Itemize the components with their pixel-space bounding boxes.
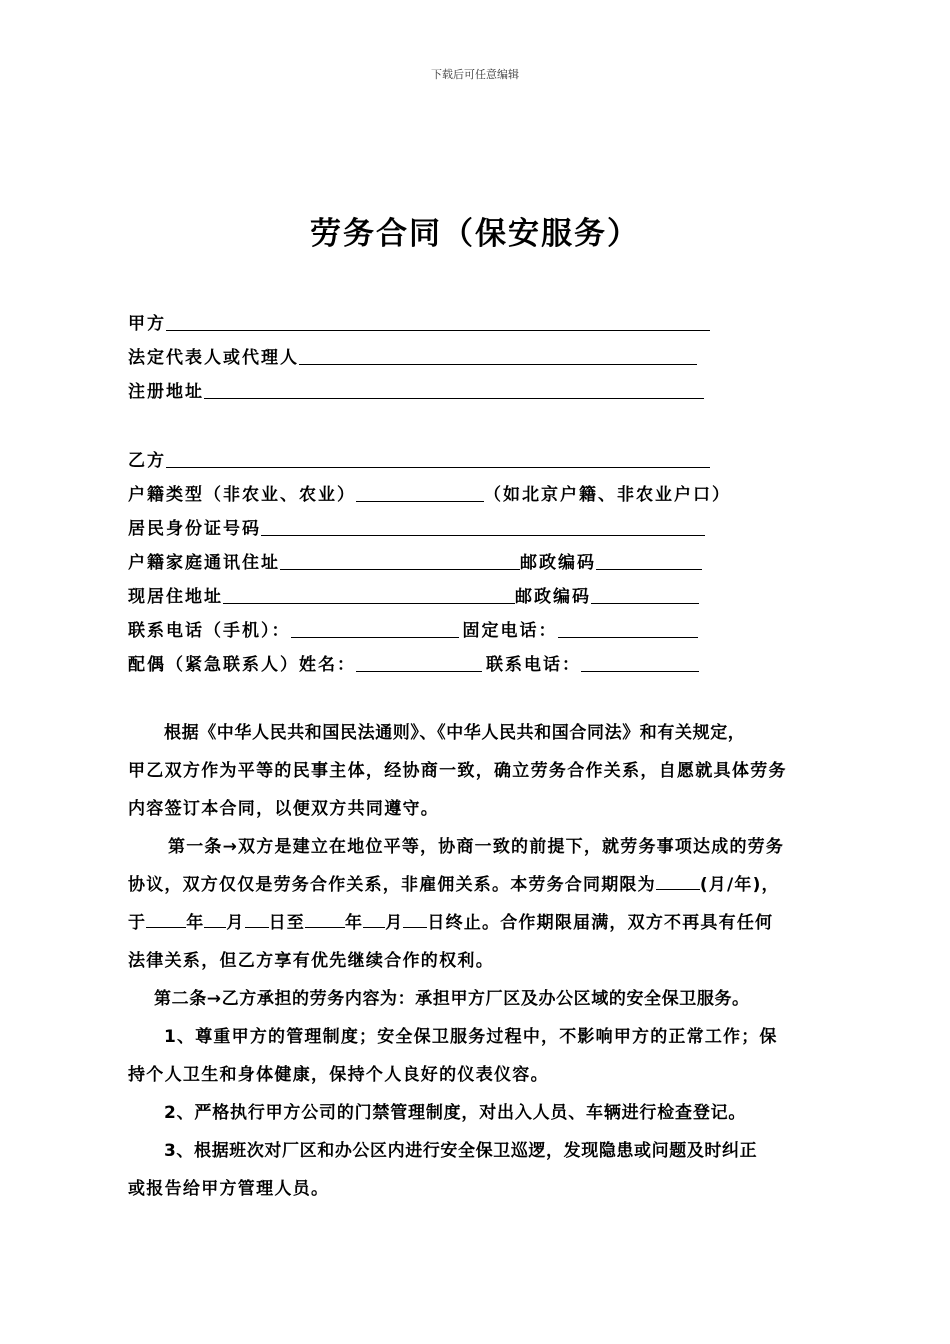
end-year-blank[interactable] xyxy=(305,909,345,928)
party-b-current-address-label: 现居住地址 xyxy=(128,587,223,607)
article-1-day-1: 日至 xyxy=(268,913,306,933)
party-b-postcode-blank-2[interactable] xyxy=(591,585,699,604)
party-b-landline-blank[interactable] xyxy=(558,619,698,638)
end-month-blank[interactable] xyxy=(363,909,385,928)
party-b-mobile-label: 联系电话（手机）： xyxy=(128,621,291,641)
article-1-line-4: 法律关系，但乙方享有优先继续合作的权利。 xyxy=(128,951,494,971)
party-a-name-label: 甲方 xyxy=(128,314,166,334)
item-3-line-1 xyxy=(128,1132,828,1170)
party-b-postcode-label-2: 邮政编码 xyxy=(515,587,591,607)
article-1-month-2: 月 xyxy=(385,913,404,933)
preamble-text-1: 根据《中华人民共和国民法通则》、《中华人民共和国合同法》和有关规定， xyxy=(164,723,746,743)
article-1-year-1: 年 xyxy=(186,913,205,933)
preamble-line-2: 甲乙双方作为平等的民事主体，经协商一致，确立劳务合作关系，自愿就具体劳务 xyxy=(128,761,787,781)
party-a-rep-field xyxy=(128,342,697,368)
party-b-home-address-label: 户籍家庭通讯住址 xyxy=(128,553,280,573)
party-b-name-blank[interactable] xyxy=(166,449,710,468)
item-1-text-1: 1、尊重甲方的管理制度；安全保卫服务过程中，不影响甲方的正常工作；保 xyxy=(164,1027,778,1047)
party-b-id-label: 居民身份证号码 xyxy=(128,519,261,539)
party-b-current-address-field xyxy=(128,581,699,607)
party-b-spouse-field xyxy=(128,649,699,675)
party-b-home-address-blank[interactable] xyxy=(280,551,520,570)
party-b-id-field xyxy=(128,513,705,539)
party-b-postcode-label-1: 邮政编码 xyxy=(520,553,596,573)
party-b-name-label: 乙方 xyxy=(128,451,166,471)
party-b-home-address-field xyxy=(128,547,702,573)
party-b-phone-field xyxy=(128,615,698,641)
item-1-line-1 xyxy=(128,1018,828,1056)
party-b-mobile-blank[interactable] xyxy=(291,619,459,638)
item-2-text-1: 2、严格执行甲方公司的门禁管理制度，对出入人员、车辆进行检查登记。 xyxy=(164,1103,747,1123)
header-note: 下载后可任意编辑 xyxy=(431,68,519,81)
article-2-line-1 xyxy=(128,980,828,1018)
party-b-current-address-blank[interactable] xyxy=(223,585,515,604)
party-b-name-field xyxy=(128,445,710,471)
party-b-id-blank[interactable] xyxy=(261,517,705,536)
article-2-text-1: 第二条→乙方承担的劳务内容为：承担甲方厂区及办公区域的安全保卫服务。 xyxy=(154,989,750,1009)
document-title: 劳务合同（保安服务） xyxy=(310,216,640,252)
end-day-blank[interactable] xyxy=(403,909,427,928)
item-2-line-1 xyxy=(128,1094,828,1132)
article-1-year-2: 年 xyxy=(345,913,364,933)
start-month-blank[interactable] xyxy=(204,909,226,928)
term-length-blank[interactable] xyxy=(656,871,700,890)
article-1-line-2 xyxy=(128,866,828,904)
article-1-line-1 xyxy=(128,828,828,866)
party-b-spouse-phone-blank[interactable] xyxy=(581,653,699,672)
article-1-day-2: 日终止。合作期限届满，双方不再具有任何 xyxy=(427,913,774,933)
start-year-blank[interactable] xyxy=(146,909,186,928)
party-b-spouse-blank[interactable] xyxy=(356,653,482,672)
article-1-text-1: 第一条→双方是建立在地位平等，协商一致的前提下，就劳务事项达成的劳务 xyxy=(168,837,785,857)
party-b-spouse-label: 配偶（紧急联系人）姓名： xyxy=(128,655,356,675)
article-1-month-1: 月 xyxy=(226,913,245,933)
party-b-postcode-blank-1[interactable] xyxy=(596,551,702,570)
preamble-line-1 xyxy=(128,714,828,752)
party-b-hukou-label: 户籍类型（非农业、农业） xyxy=(128,485,356,505)
article-1-text-2b: (月/年)， xyxy=(699,875,780,895)
item-3-line-2: 或报告给甲方管理人员。 xyxy=(128,1179,330,1199)
item-1-line-2: 持个人卫生和身体健康，保持个人良好的仪表仪容。 xyxy=(128,1065,549,1085)
party-b-hukou-field xyxy=(128,479,731,505)
article-1-line-3 xyxy=(128,904,828,942)
preamble-line-3: 内容签订本合同，以便双方共同遵守。 xyxy=(128,799,440,819)
party-b-spouse-phone-label: 联系电话： xyxy=(486,655,581,675)
party-a-name-blank[interactable] xyxy=(166,312,710,331)
article-1-text-2a: 协议，双方仅仅是劳务合作关系，非雇佣关系。本劳务合同期限为 xyxy=(128,875,656,895)
party-b-hukou-hint: （如北京户籍、非农业户口） xyxy=(484,485,731,505)
article-1-yu: 于 xyxy=(128,913,147,933)
party-a-name-field xyxy=(128,308,710,334)
item-3-text-1: 3、根据班次对厂区和办公区内进行安全保卫巡逻，发现隐患或问题及时纠正 xyxy=(164,1141,758,1161)
party-a-address-label: 注册地址 xyxy=(128,382,204,402)
party-b-hukou-blank[interactable] xyxy=(356,483,484,502)
party-a-address-field xyxy=(128,376,704,402)
party-a-rep-label: 法定代表人或代理人 xyxy=(128,348,299,368)
party-a-rep-blank[interactable] xyxy=(299,346,697,365)
party-a-address-blank[interactable] xyxy=(204,380,704,399)
party-b-landline-label: 固定电话： xyxy=(462,621,558,641)
start-day-blank[interactable] xyxy=(245,909,269,928)
